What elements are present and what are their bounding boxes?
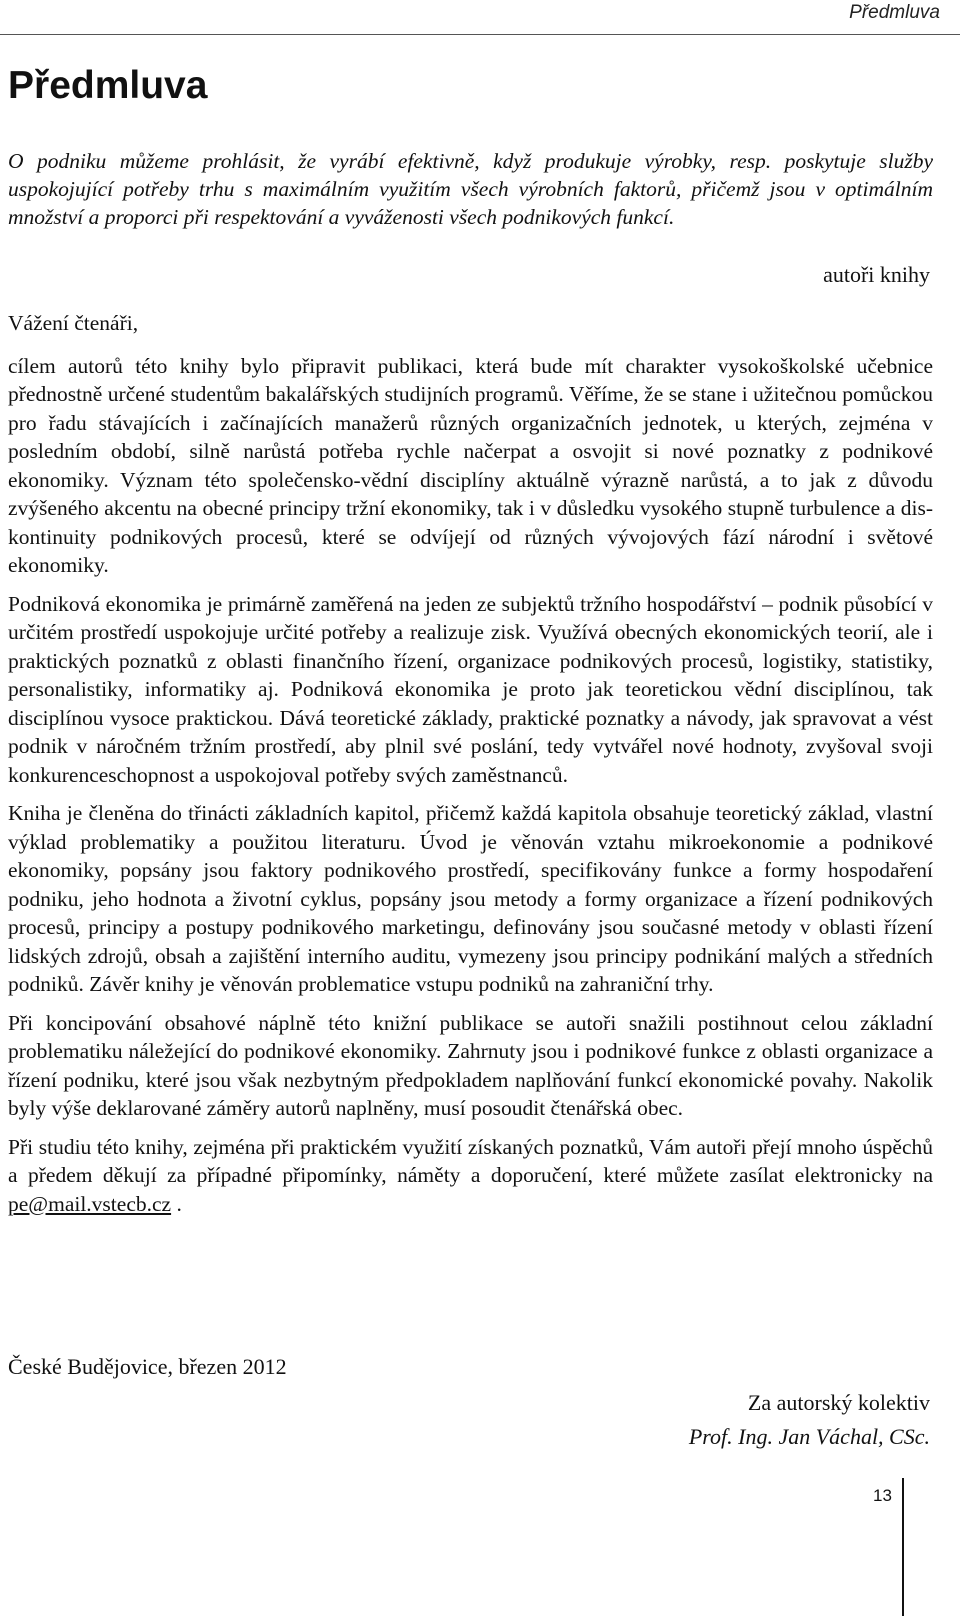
page-number: 13 [873, 1486, 892, 1505]
paragraph-contact [8, 1133, 933, 1219]
header-rule [0, 34, 960, 35]
signature-collective: Za autorský kolektiv [747, 1390, 930, 1415]
page-title: Předmluva [8, 64, 208, 107]
contact-end: . [171, 1191, 182, 1216]
email-link[interactable]: pe@mail.vstecb.cz [8, 1191, 172, 1216]
paragraph: Při koncipování obsahové náplně této knižní publikace se autoři snažili postihnout celou základní problematiku náležející do podnikové ekonomiky. Zahrnuty jsou i podnikové funkce z oblasti organizace a řízení podniku, které jsou však nezbytným předpokladem naplňování funkcí ekonomické povahy. Nakolik byly výše deklarované záměry autorů naplněny, musí posoudit čtenářská obec. [8, 1010, 933, 1120]
contact-text: Při studiu této knihy, zejména při praktickém využití získaných poznatků, Vám autoři přejí mnoho úspěchů a předem děkují za případné připomínky, náměty a doporučení, které můžete zasílat elektronicky na [8, 1134, 933, 1187]
signature-name: Prof. Ing. Jan Váchal, CSc. [688, 1424, 930, 1449]
motto-author: autoři knihy [823, 262, 930, 287]
paragraph: Kniha je členěna do třinácti základních kapitol, přičemž každá kapitola obsahuje teoretický základ, vlastní výklad problematiky a použitou literaturu. Úvod je věnován vztahu mikroekonomie a podnikové ekonomiky, popsány jsou faktory podnikového prostředí, specifikovány funkce a formy hospodaření podniku, jeho hodnota a životní cyklus, popsány jsou metody a formy organizace a řízení podnikových procesů, principy a postupy podnikového marketingu, definovány jsou současné metody v oblasti řízení lidských zdrojů, obsah a zajištění interního auditu, vymezeny jsou principy podnikání malých a středních podniků. Závěr knihy je věnován problematice vstupu podniků na zahraniční trhy. [8, 801, 933, 996]
body-text [8, 309, 933, 1228]
paragraph: cílem autorů této knihy bylo připravit publikaci, která bude mít charakter vysokoškolské učebnice přednostně určené studentům bakalářských studijních programů. Věříme, že se stane i užitečnou pomůckou pro řadu stávajících i začínajících manažerů různých organizačních jednotek, u kterých, zejména v posledním období, silně narůstá potřeba rychle načerpat a osvojit si nové poznatky z podnikové ekonomiky. Význam této společensko-vědní disciplíny aktuálně výrazně narůstá, a to jak z důvodu zvýšeného akcentu na obecné principy tržní ekonomiky, tak i v důsledku vysokého stupně turbulence a diskontinuity podnikových procesů, které se odvíjejí od různých vývojových fází národní i světové ekonomiky. [8, 353, 933, 577]
salutation: Vážení čtenáři, [8, 311, 139, 335]
place-date: České Budějovice, březen 2012 [8, 1354, 287, 1379]
page-number-rule [902, 1478, 904, 1616]
motto-quote: O podniku můžeme prohlásit, že vyrábí efektivně, když produkuje výrobky, resp. poskytuje služby uspokojující potřeby trhu s maximálním využitím všech výrobních faktorů, přičemž jsou v optimálním množství a proporci při respektování a vyváženosti všech podnikových funkcí. [8, 149, 933, 229]
running-head: Předmluva [849, 2, 940, 23]
paragraph: Podniková ekonomika je primárně zaměřená na jeden ze subjektů tržního hospodářství – podnik působící v určitém prostředí uspokojuje určité potřeby a realizuje zisk. Využívá obecných ekonomických teorií, ale i praktických poznatků z oblasti finančního řízení, organizace podnikových procesů, logistiky, statistiky, personalistiky, informatiky aj. Podniková ekonomika je proto jak teoretickou vědní disciplínou, tak disciplínou vysoce praktickou. Dává teoretické základy, praktické poznatky a návody, jak spravovat a vést podnik v náročném tržním prostředí, aby plnil své poslání, tedy vytvářel nové hodnoty, zvyšoval svoji konkurenceschopnost a uspokojoval potřeby svých zaměstnanců. [8, 591, 933, 787]
